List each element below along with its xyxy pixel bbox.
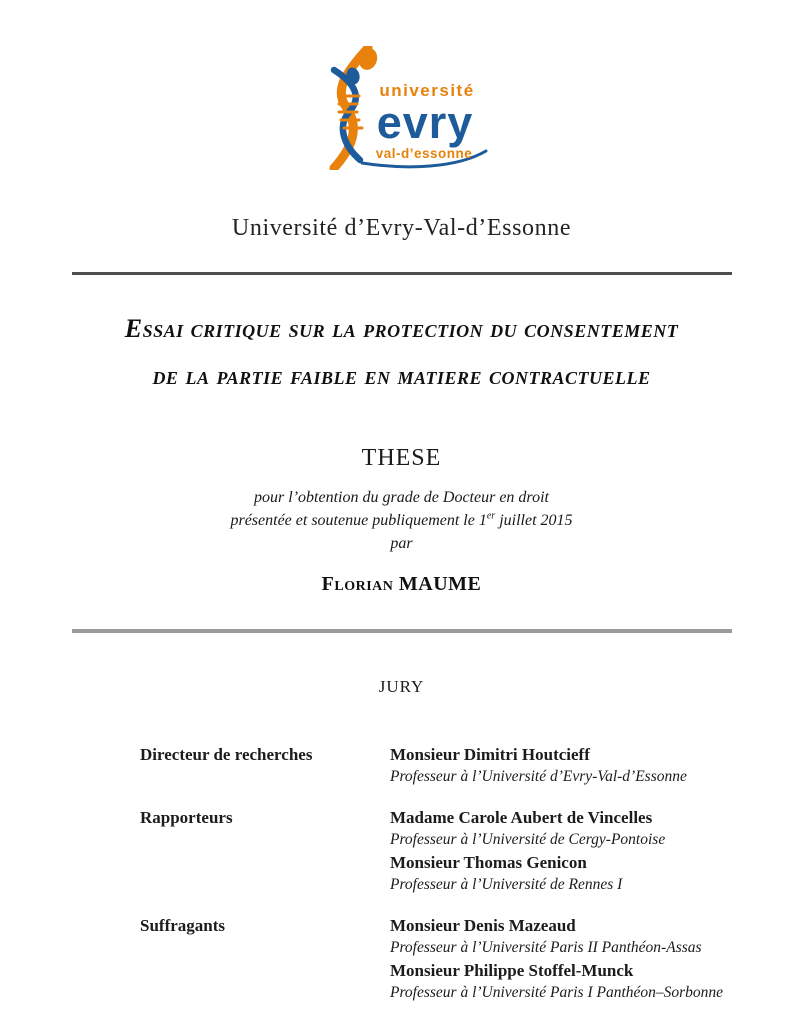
jury-member-name: Monsieur Denis Mazeaud xyxy=(390,916,576,935)
jury-member-title: Professeur à l’Université Paris I Panthéon–Sorbonne xyxy=(390,984,724,1001)
jury-member-title: Professeur à l’Université d’Evry-Val-d’Essonne xyxy=(390,768,687,785)
jury-member-title: Professeur à l’Université de Rennes I xyxy=(390,876,623,893)
evry-dna-logo-icon xyxy=(312,46,492,170)
thesis-title xyxy=(0,305,803,399)
jury-row-directeur xyxy=(140,743,803,788)
jury-member-name: Monsieur Thomas Genicon xyxy=(390,853,587,872)
figure-head-orange xyxy=(356,46,380,72)
jury-member-title: Professeur à l’Université Paris II Panthéon-Assas xyxy=(390,939,702,956)
jury-role-label: Directeur de recherches xyxy=(140,745,313,764)
jury-member-name: Monsieur Philippe Stoffel-Munck xyxy=(390,961,634,980)
logo-text-universite: université xyxy=(378,81,475,100)
jury-member-title: Professeur à l’Université de Cergy-Pontoise xyxy=(390,831,666,848)
author-first-name: Florian xyxy=(321,573,394,595)
bottom-divider xyxy=(72,629,732,633)
jury-member xyxy=(390,914,803,959)
jury-member-name: Monsieur Dimitri Houtcieff xyxy=(390,745,590,764)
jury-member xyxy=(390,851,803,896)
jury-heading: JURY xyxy=(378,677,425,696)
author-last-name: MAUME xyxy=(398,573,482,595)
top-divider xyxy=(72,272,732,275)
these-heading: THESE xyxy=(361,445,442,471)
jury-member xyxy=(390,806,803,851)
jury-role-label: Suffragants xyxy=(140,916,226,935)
presentation-line1: pour l’obtention du grade de Docteur en droit xyxy=(254,489,549,506)
jury-row-suffragants xyxy=(140,914,803,1004)
author-name xyxy=(0,573,803,596)
jury-member-name: Madame Carole Aubert de Vincelles xyxy=(390,808,653,827)
thesis-title-line2: de la partie faible en matiere contractuelle xyxy=(152,361,651,390)
jury-member xyxy=(390,743,803,788)
jury-members xyxy=(390,806,803,896)
jury-members xyxy=(390,743,803,788)
presentation-block xyxy=(0,486,803,555)
ordinal-sup: er xyxy=(486,510,496,522)
logo-text-evry: evry xyxy=(376,97,473,148)
logo-text-val-dessonne: val-d’essonne xyxy=(375,146,472,161)
presentation-line3: par xyxy=(390,535,413,552)
university-name: Université d’Evry-Val-d’Essonne xyxy=(231,215,572,241)
jury-members xyxy=(390,914,803,1004)
thesis-title-line1: Essai critique sur la protection du consentement xyxy=(124,314,679,343)
jury-table xyxy=(140,743,803,1004)
jury-role-label: Rapporteurs xyxy=(140,808,233,827)
presentation-line2: présentée et soutenue publiquement le 1er juillet 2015 xyxy=(230,510,573,529)
jury-member xyxy=(390,959,803,1004)
jury-row-rapporteurs xyxy=(140,806,803,896)
university-logo xyxy=(312,46,492,175)
